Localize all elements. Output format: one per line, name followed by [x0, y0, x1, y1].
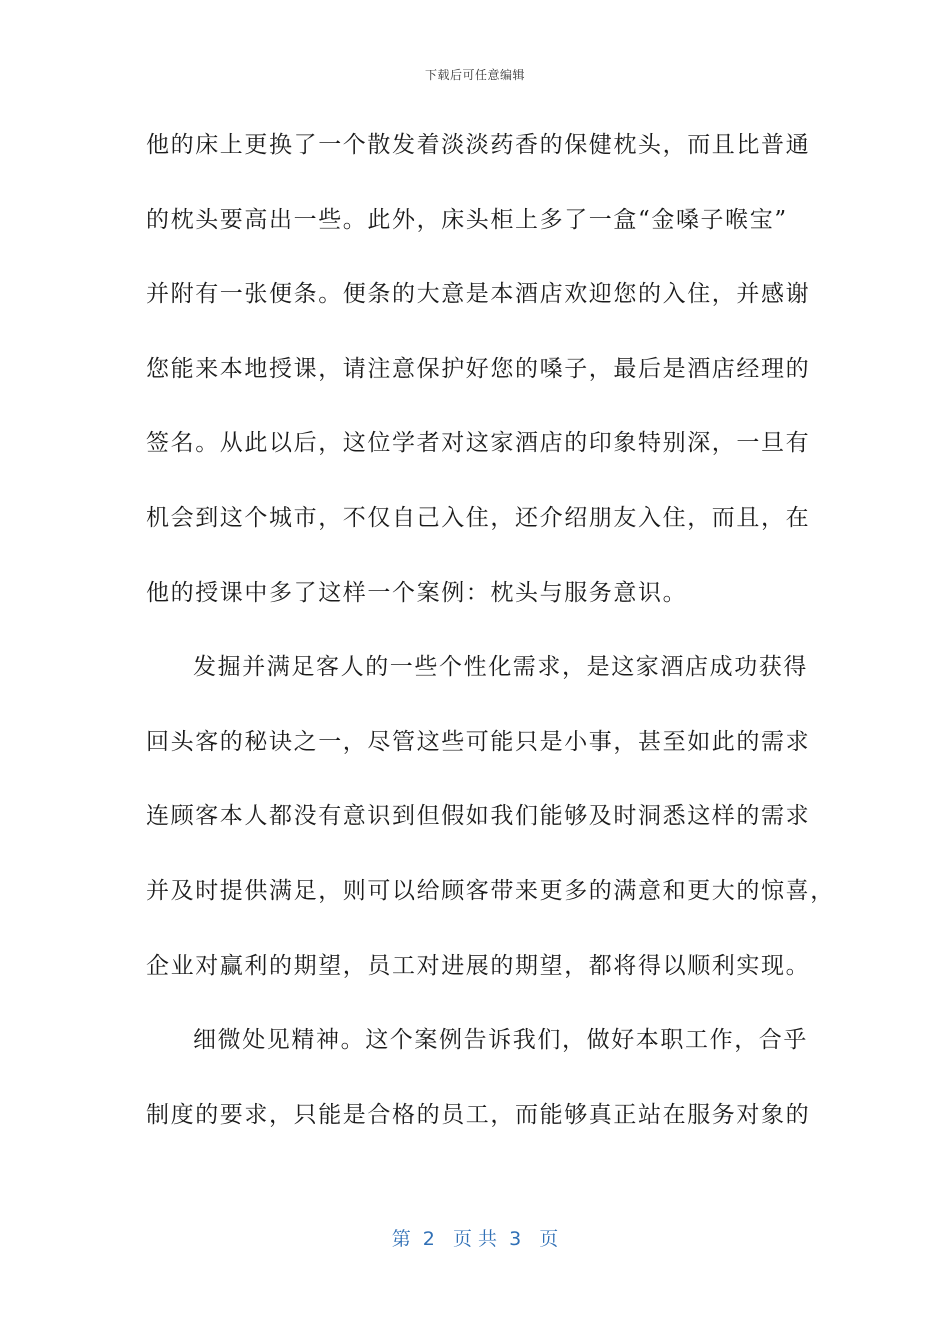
text-line: 他的床上更换了一个散发着淡淡药香的保健枕头，而且比普通: [146, 132, 811, 158]
text-line: 您能来本地授课，请注意保护好您的嗓子，最后是酒店经理的: [146, 355, 811, 382]
text-line-first: 发掘并满足客人的一些个性化需求，是这家酒店成功获得: [193, 654, 808, 681]
page-number-footer: 第 2 页 共 3 页: [391, 1228, 559, 1250]
text-line: 并附有一张便条。便条的大意是本酒店欢迎您的入住，并感谢: [146, 281, 811, 308]
text-line: 签名。从此以后，这位学者对这家酒店的印象特别深，一旦有: [146, 430, 811, 457]
text-line: 连顾客本人都没有意识到但假如我们能够及时洞悉这样的需求: [146, 803, 811, 830]
text-line: 机会到这个城市，不仅自己入住，还介绍朋友入住，而且，在: [146, 504, 811, 531]
text-line: 企业对赢利的期望，员工对进展的期望，都将得以顺利实现。: [146, 952, 811, 979]
document-body: [146, 108, 835, 1152]
text-line: 回头客的秘诀之一，尽管这些可能只是小事，甚至如此的需求: [146, 728, 811, 755]
text-line: 制度的要求，只能是合格的员工，而能够真正站在服务对象的: [146, 1101, 811, 1128]
text-line: 他的授课中多了这样一个案例：枕头与服务意识。: [146, 579, 688, 606]
download-edit-note: 下载后可任意编辑: [424, 68, 525, 82]
text-line: 的枕头要高出一些。此外，床头柜上多了一盒“金嗓子喉宝”: [146, 206, 788, 233]
text-line-first: 细微处见精神。这个案例告诉我们，做好本职工作，合乎: [193, 1027, 808, 1054]
text-line: 并及时提供满足，则可以给顾客带来更多的满意和更大的惊喜，: [146, 877, 835, 904]
